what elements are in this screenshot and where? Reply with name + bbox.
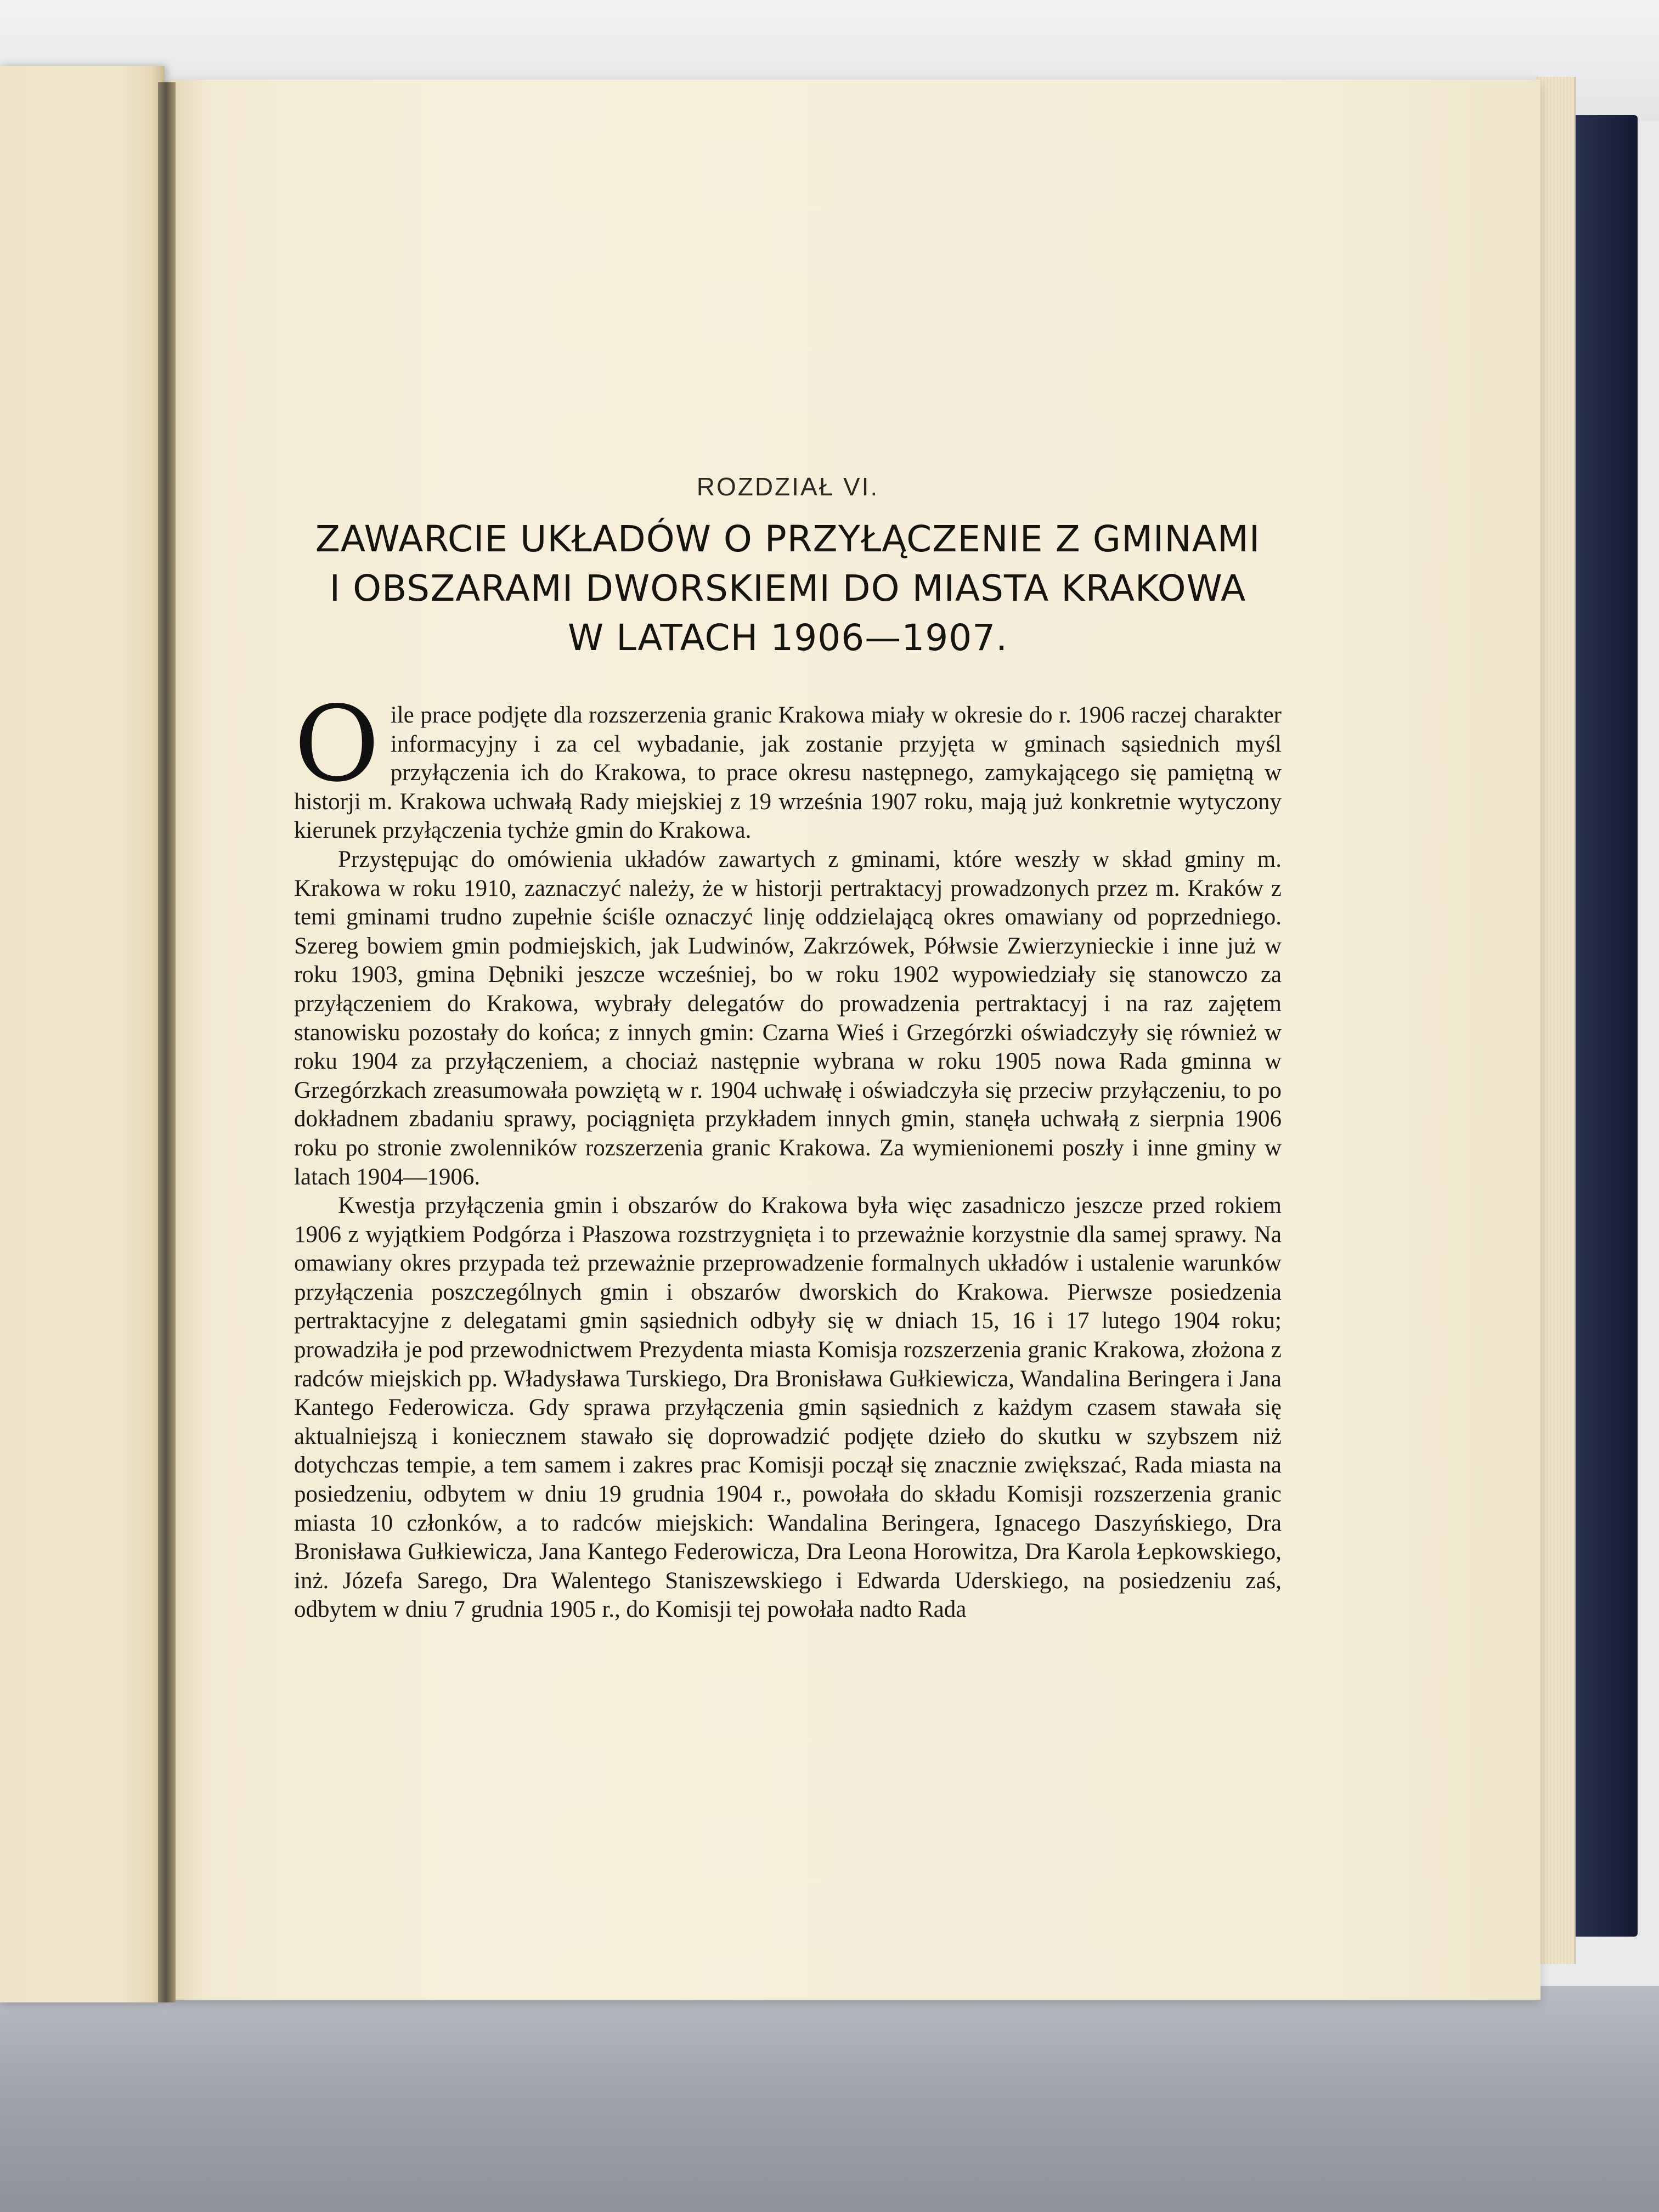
chapter-title-line: W LATACH 1906—1907. — [567, 617, 1008, 659]
chapter-label: ROZDZIAŁ VI. — [696, 472, 879, 501]
chapter-title-line: I OBSZARAMI DWORSKIEMI DO MIASTA KRAKOWA — [329, 567, 1246, 610]
paragraph: Przystępując do omówienia układów zawartych z gminami, które weszły w skład gminy m. Krakowa w roku 1910, zaznaczyć należy, że w historji pertraktacyj prowadzonych przez m. Kraków z temi gminami trudno zupełnie ściśle oznaczyć linję oddzielającą okres omawiany od poprzedniego. Szereg bowiem gmin podmiejskich, jak Ludwinów, Zakrzówek, Półwsie Zwierzynieckie i inne już w roku 1903, gmina Dębniki jeszcze wcześniej, bo w roku 1902 wypowiedziały się stanowczo za przyłączeniem do Krakowa, wybrały delegatów do prowadzenia pertraktacyj i na raz zajętem stanowisku pozostały do końca; z innych gmin: Czarna Wieś i Grzegórzki oświadczyły się również w roku 1904 za przyłączeniem, a chociaż następnie wybrana w roku 1905 nowa Rada gminna w Grzegórzkach zreasumowała powziętą w r. 1904 uchwałę i oświadczyła się przeciw przyłączeniu, to po dokładnem zbadaniu sprawy, pociągnięta przykładem innych gmin, stanęła uchwałą z sierpnia 1906 roku po stronie zwolenników rozszerzenia granic Krakowa. Za wymienionemi poszły i inne gminy w latach 1904—1906. — [294, 846, 1282, 1190]
left-page — [0, 66, 165, 2002]
book-gutter — [158, 82, 176, 2002]
drop-cap: O — [294, 684, 380, 805]
book-cover — [1569, 115, 1638, 1937]
chapter-title — [294, 515, 1282, 663]
paragraph-text: ile prace podjęte dla rozszerzenia granic Krakowa miały w okresie do r. 1906 raczej charakter informacyjny i za cel wybadanie, jak zostanie przyjęta w gminach sąsiednich myśl przyłączenia ich do Krakowa, to prace okresu następnego, zamykającego się pamiętną w historji m. Krakowa uchwałą Rady miejskiej z 19 września 1907 roku, mają już konkretnie wytyczony kierunek przyłączenia tychże gmin do Krakowa. — [294, 702, 1282, 844]
chapter-title-line: ZAWARCIE UKŁADÓW O PRZYŁĄCZENIE Z GMINAMI — [315, 518, 1261, 560]
paragraph: Kwestja przyłączenia gmin i obszarów do Krakowa była więc zasadniczo jeszcze przed rokiem 1906 z wyjątkiem Podgórza i Płaszowa rozstrzygnięta i to przeważnie korzystnie dla samej sprawy. Na omawiany okres przypada też przeważnie przeprowadzenie formalnych układów i ustalenie warunków przyłączenia poszczególnych gmin i obszarów dworskich do Krakowa. Pierwsze posiedzenia pertraktacyjne z delegatami gmin sąsiednich odbyły się w dniach 15, 16 i 17 lutego 1904 roku; prowadziła je pod przewodnictwem Prezydenta miasta Komisja rozszerzenia granic Krakowa, złożona z radców miejskich pp. Władysława Turskiego, Dra Bronisława Gułkiewicza, Wandalina Beringera i Jana Kantego Federowicza. Gdy sprawa przyłączenia gmin sąsiednich z każdym czasem stawała się aktualniejszą i koniecznem stawało się doprowadzić podjęte dzieło do skutku w szybszem niż dotychczas tempie, a tem samem i zakres prac Komisji począł się znacznie zwiększać, Rada miasta na posiedzeniu, odbytem w dniu 19 grudnia 1904 r., powołała do składu Komisji rozszerzenia granic miasta 10 członków, a to radców miejskich: Wandalina Beringera, Ignacego Daszyńskiego, Dra Bronisława Gułkiewicza, Jana Kantego Federowicza, Dra Leona Horowitza, Dra Karola Łepkowskiego, inż. Józefa Sarego, Dra Walentego Staniszewskiego i Edwarda Uderskiego, na posiedzeniu zaś, odbytem w dniu 7 grudnia 1905 r., do Komisji tej powołała nadto Rada — [294, 1193, 1282, 1623]
paragraph — [294, 684, 1282, 845]
desk-surface — [0, 1986, 1659, 2212]
page-content — [294, 472, 1282, 1624]
page-stack-edge — [1536, 77, 1576, 1964]
